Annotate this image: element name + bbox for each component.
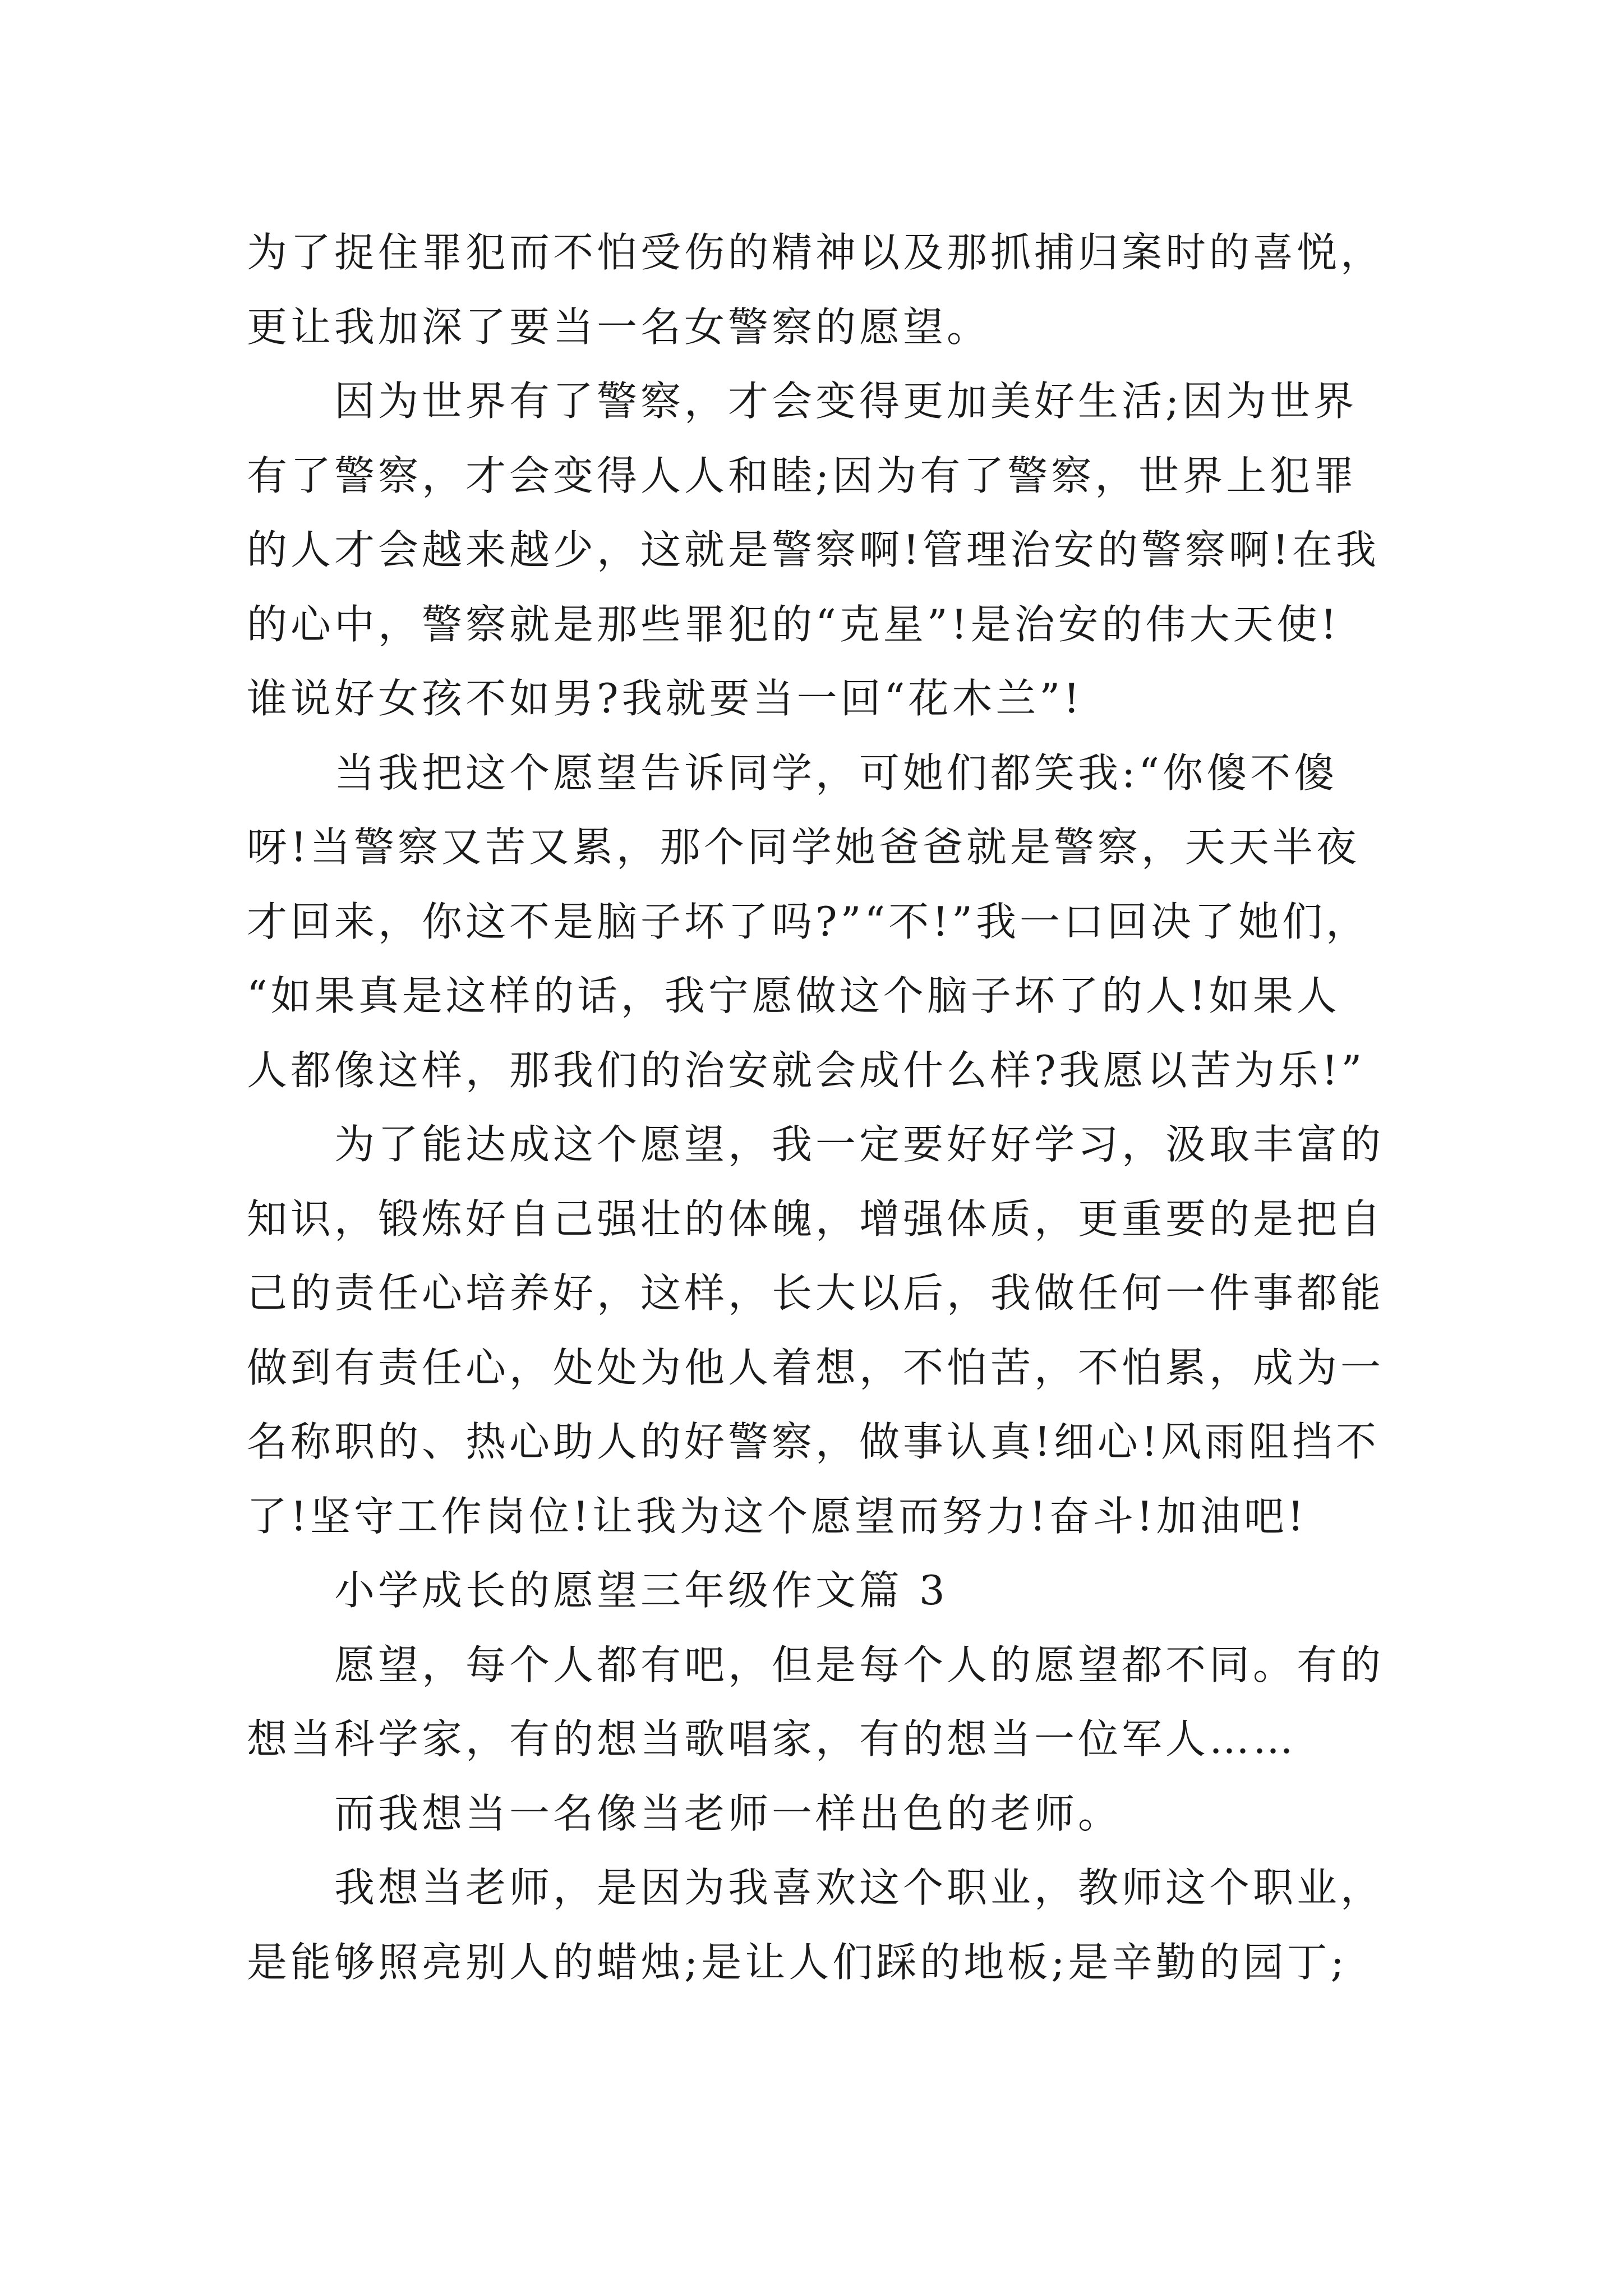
paragraph-first-line: 愿望，每个人都有吧，但是每个人的愿望都不同。有的 — [334, 1641, 1385, 1688]
text-line: 的心中，警察就是那些罪犯的“克星”!是治安的伟大天使! — [247, 601, 1340, 648]
text-line: 有了警察，才会变得人人和睦;因为有了警察，世界上犯罪 — [247, 452, 1358, 499]
text-line: 想当科学家，有的想当歌唱家，有的想当一位军人…… — [247, 1715, 1297, 1763]
text-line: 的人才会越来越少，这就是警察啊!管理治安的警察啊!在我 — [247, 526, 1380, 573]
paragraph-first-line: 我想当老师，是因为我喜欢这个职业，教师这个职业， — [334, 1864, 1385, 1911]
text-line: 己的责任心培养好，这样，长大以后，我做任何一件事都能 — [247, 1269, 1385, 1317]
text-line: 名称职的、热心助人的好警察，做事认真!细心!风雨阻挡不 — [247, 1418, 1380, 1465]
text-line: 了!坚守工作岗位!让我为这个愿望而努力!奋斗!加油吧! — [247, 1493, 1307, 1540]
text-line: 才回来，你这不是脑子坏了吗?”“不!”我一口回决了她们， — [247, 898, 1370, 945]
text-line: “如果真是这样的话，我宁愿做这个脑子坏了的人!如果人 — [247, 972, 1340, 1019]
text-line: 是能够照亮别人的蜡烛;是让人们踩的地板;是辛勤的园丁; — [247, 1939, 1348, 1986]
text-line: 呀!当警察又苦又累，那个同学她爸爸就是警察，天天半夜 — [247, 823, 1360, 871]
text-line: 人都像这样，那我们的治安就会成什么样?我愿以苦为乐!” — [247, 1047, 1366, 1094]
paragraph-first-line: 为了能达成这个愿望，我一定要好好学习，汲取丰富的 — [334, 1121, 1385, 1168]
paragraph-first-line: 小学成长的愿望三年级作文篇 3 — [334, 1567, 948, 1614]
paragraph-first-line: 因为世界有了警察，才会变得更加美好生活;因为世界 — [334, 378, 1358, 425]
paragraph-first-line: 当我把这个愿望告诉同学，可她们都笑我:“你傻不傻 — [334, 749, 1338, 797]
text-line: 谁说好女孩不如男?我就要当一回“花木兰”! — [247, 675, 1083, 722]
paragraph-first-line: 而我想当一名像当老师一样出色的老师。 — [334, 1790, 1122, 1837]
text-line: 知识，锻炼好自己强壮的体魄，增强体质，更重要的是把自 — [247, 1195, 1385, 1243]
text-line: 更让我加深了要当一名女警察的愿望。 — [247, 303, 991, 351]
text-line: 做到有责任心，处处为他人着想，不怕苦，不怕累，成为一 — [247, 1344, 1385, 1391]
text-line: 为了捉住罪犯而不怕受伤的精神以及那抓捕归案时的喜悦， — [247, 229, 1385, 276]
